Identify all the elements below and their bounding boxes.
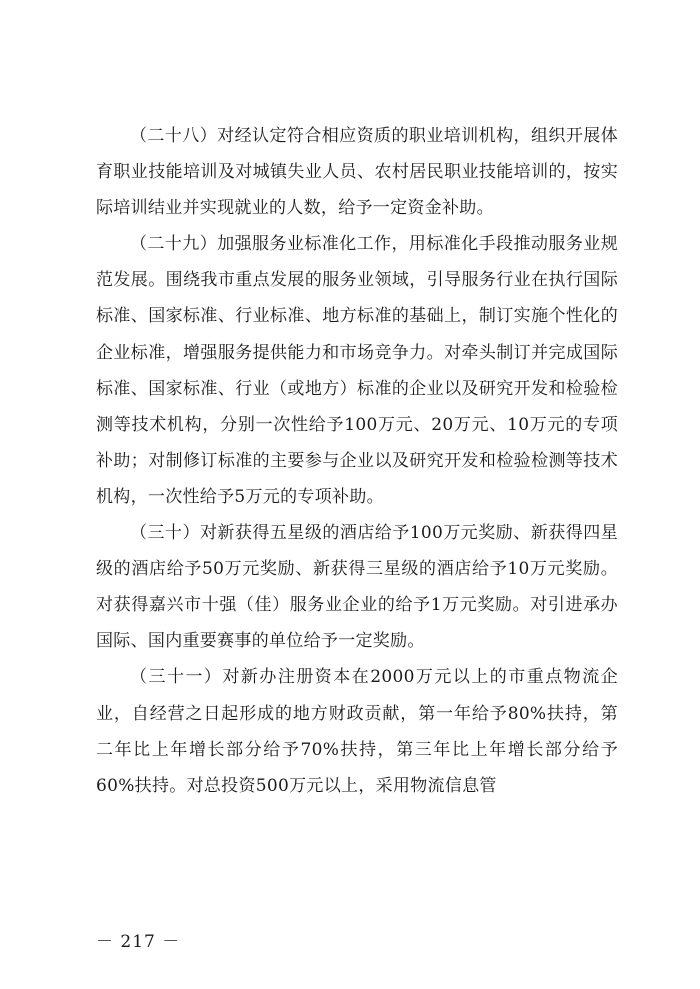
paragraph-30: （三十）对新获得五星级的酒店给予100万元奖励、新获得四星级的酒店给予50万元奖励、新获得三星级的酒店给予10万元奖励。对获得嘉兴市十强（佳）服务业企业的给予1万元奖励。对引进承办国际、国内重要赛事的单位给予一定奖励。 [96,523,618,652]
paragraph-31: （三十一）对新办注册资本在2000万元以上的市重点物流企业，自经营之日起形成的地方财政贡献，第一年给予80%扶持，第二年比上年增长部分给予70%扶持，第三年比上年增长部分给予60%扶持。对总投资500万元以上，采用物流信息管 [96,667,618,796]
body-text [96,118,618,804]
paragraph-28: （二十八）对经认定符合相应资质的职业培训机构，组织开展体育职业技能培训及对城镇失业人员、农村居民职业技能培训的，按实际培训结业并实现就业的人数，给予一定资金补助。 [96,126,618,219]
paragraph-29: （二十九）加强服务业标准化工作，用标准化手段推动服务业规范发展。围绕我市重点发展的服务业领域，引导服务行业在执行国际标准、国家标准、行业标准、地方标准的基础上，制订实施个性化的企业标准，增强服务提供能力和市场竞争力。对牵头制订并完成国际标准、国家标准、行业（或地方）标准的企业以及研究开发和检验检测等技术机构，分别一次性给予100万元、20万元、10万元的专项补助；对制修订标准的主要参与企业以及研究开发和检验检测等技术机构，一次性给予5万元的专项补助。 [96,234,618,507]
page-number: － 217 － [96,932,181,952]
